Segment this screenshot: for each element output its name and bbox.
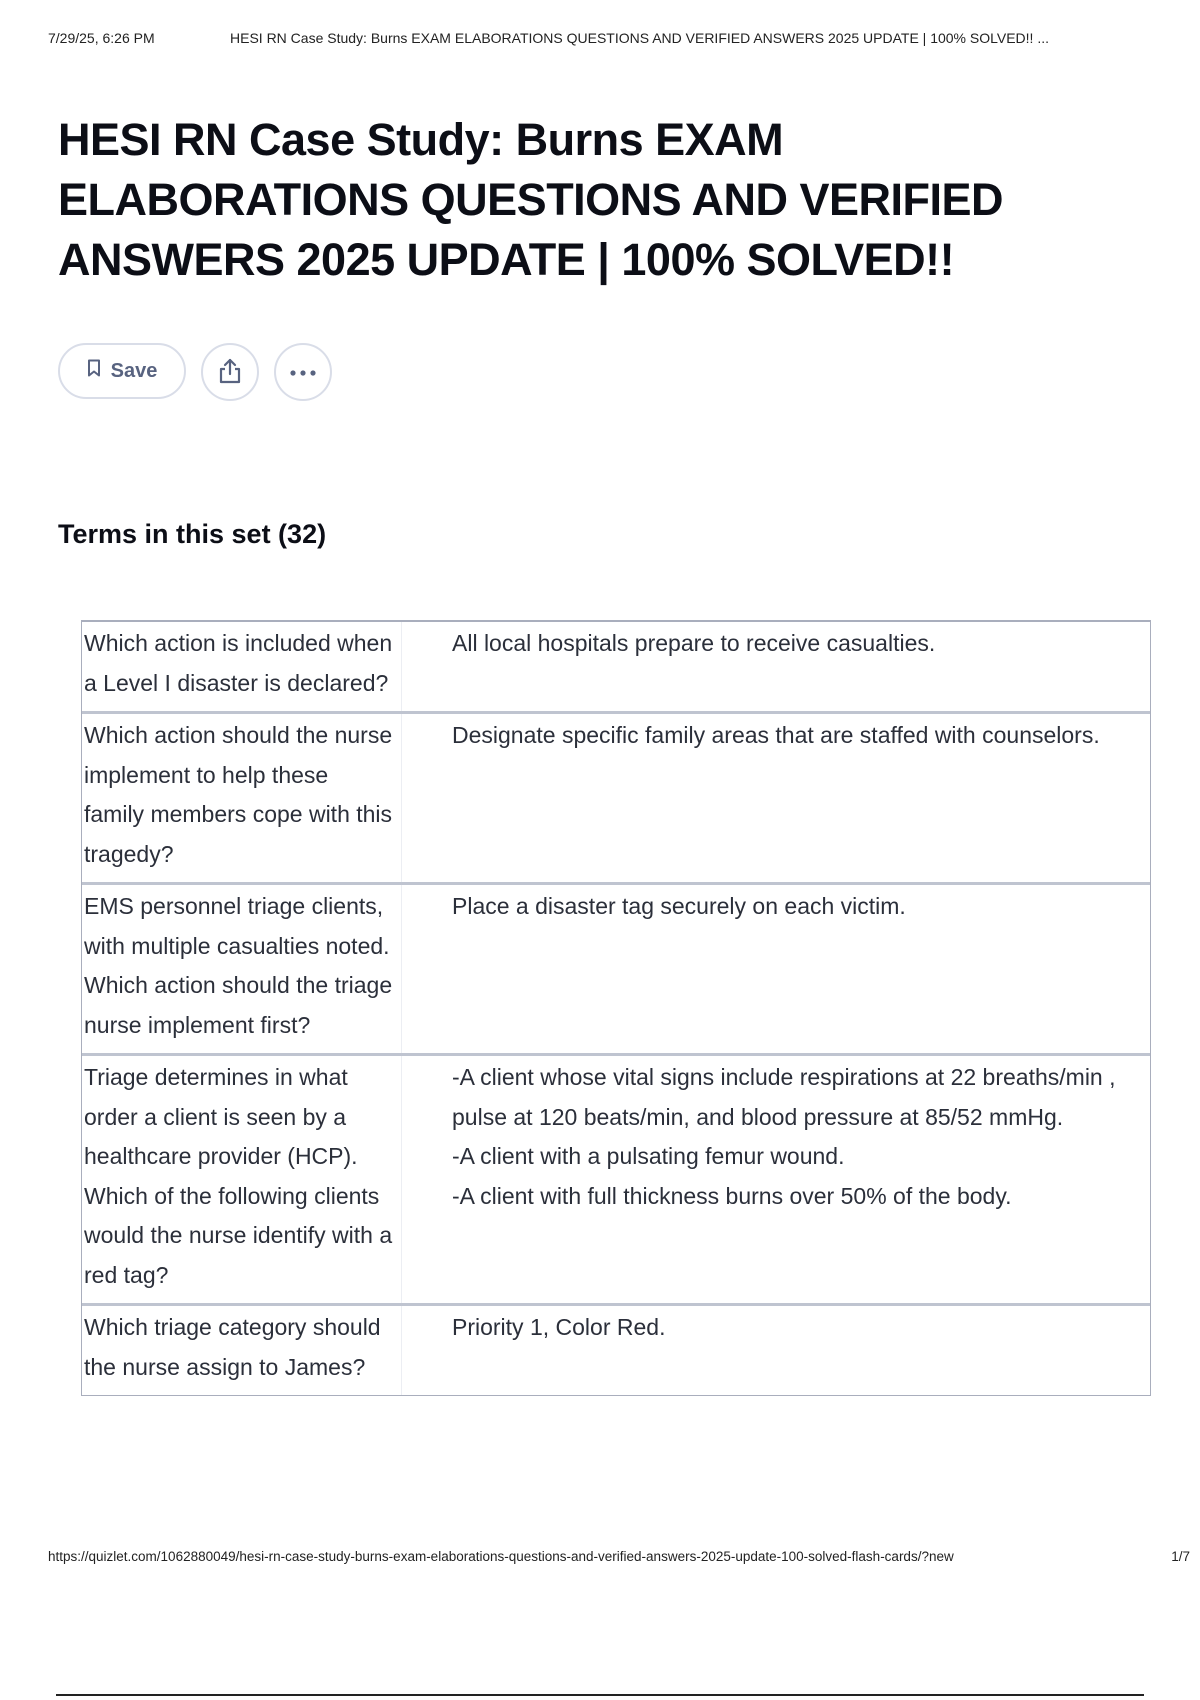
term-row [82, 885, 1150, 1056]
term-question: Which action should the nurse implement to help these family members cope with this tragedy? [82, 714, 402, 882]
term-question: EMS personnel triage clients, with multiple casualties noted. Which action should the triage nurse implement first? [82, 885, 402, 1053]
term-row [82, 1056, 1150, 1306]
term-row [82, 622, 1150, 714]
term-answer: Place a disaster tag securely on each victim. [452, 893, 906, 919]
print-header [48, 30, 1180, 50]
more-icon [289, 365, 317, 380]
term-question: Which action is included when a Level I disaster is declared? [82, 622, 402, 711]
share-icon [217, 357, 243, 388]
term-answer: Priority 1, Color Red. [452, 1314, 666, 1340]
save-button-label: Save [110, 359, 158, 382]
more-button[interactable] [274, 343, 332, 401]
page-number: 1/7 [1171, 1549, 1190, 1564]
terms-heading: Terms in this set (32) [58, 519, 327, 549]
term-question: Which triage category should the nurse assign to James? [82, 1306, 402, 1395]
term-answer: All local hospitals prepare to receive casualties. [452, 630, 936, 656]
terms-table [81, 620, 1151, 1396]
print-doc-title: HESI RN Case Study: Burns EXAM ELABORATIONS QUESTIONS AND VERIFIED ANSWERS 2025 UPDATE | 100% SOLVED!! ... [230, 30, 1049, 46]
print-url: https://quizlet.com/1062880049/hesi-rn-case-study-burns-exam-elaborations-questions-and-verified-answers-2025-update-100-solved-flash-cards/?new [48, 1549, 954, 1564]
bookmark-icon [87, 359, 101, 383]
term-answer: Designate specific family areas that are staffed with counselors. [452, 722, 1100, 748]
save-button[interactable] [58, 343, 186, 399]
print-datetime: 7/29/25, 6:26 PM [48, 30, 155, 46]
term-answer: -A client whose vital signs include respirations at 22 breaths/min , pulse at 120 beats/min, and blood pressure at 85/52 mmHg. -A client with a pulsating femur wound. -A client with full thickness burns over 50% of the body. [452, 1064, 1116, 1209]
term-row [82, 1306, 1150, 1395]
term-row [82, 714, 1150, 885]
term-question: Triage determines in what order a client is seen by a healthcare provider (HCP). Which of the following clients would the nurse identify with a red tag? [82, 1056, 402, 1303]
page-title: HESI RN Case Study: Burns EXAM ELABORATIONS QUESTIONS AND VERIFIED ANSWERS 2025 UPDATE | 100% SOLVED!! [58, 114, 1004, 285]
print-footer [48, 1549, 1190, 1569]
share-button[interactable] [201, 343, 259, 401]
divider [56, 1694, 1144, 1696]
